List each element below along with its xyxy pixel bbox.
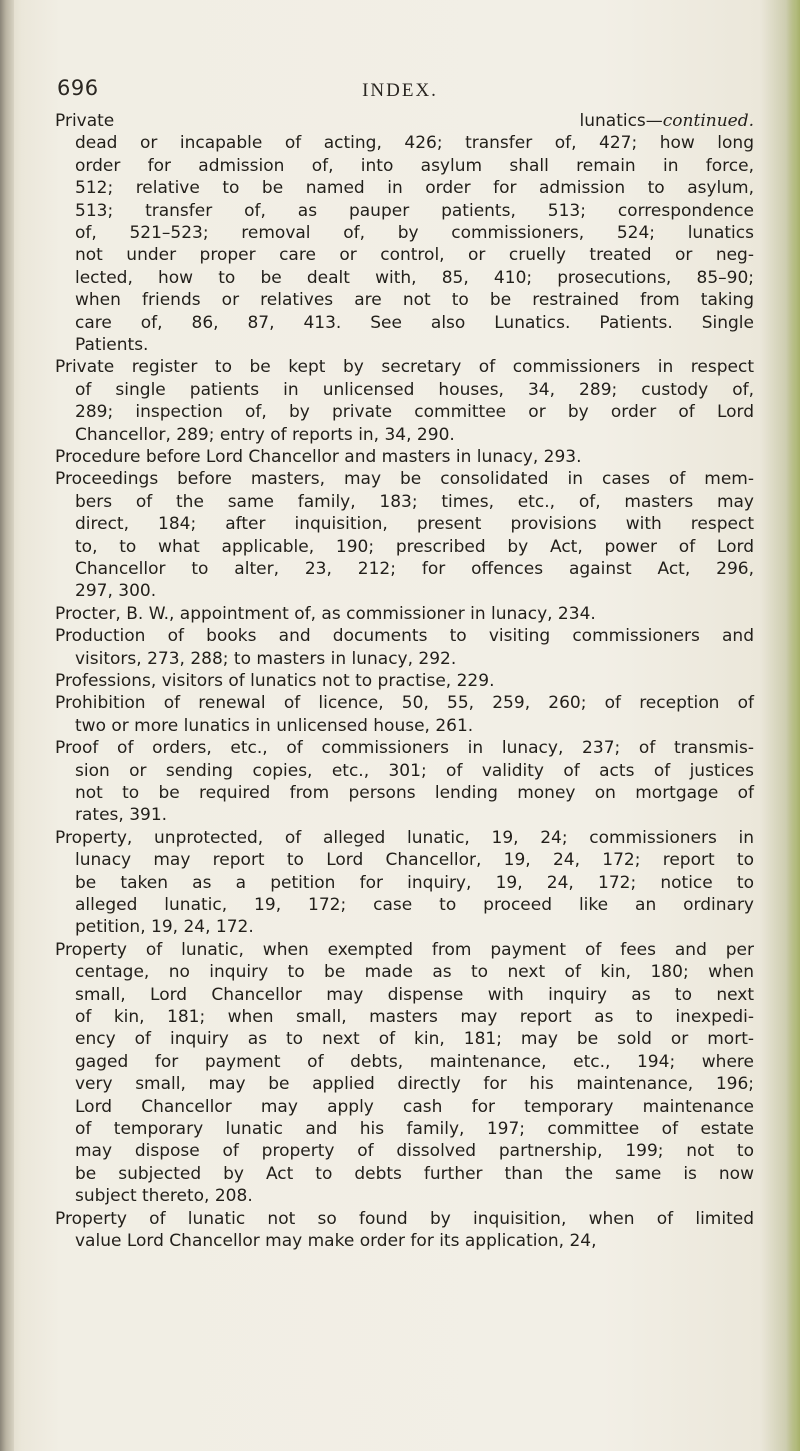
entry-text: care of, 86, 87, 413. See also Lunatics. Patients. Single xyxy=(75,312,754,333)
entry-text: rates, 391. xyxy=(75,805,168,826)
entry-text: visitors, 273, 288; to masters in lunacy, 292. xyxy=(75,648,457,669)
entry-text: when friends or relatives are not to be restrained from taking xyxy=(75,290,754,311)
entry-text: Production of books and documents to visiting commissioners and xyxy=(55,626,754,647)
entry-continuation-line xyxy=(75,177,754,199)
entry-text: subject thereto, 208. xyxy=(75,1186,253,1207)
entry-text: be subjected by Act to debts further than the same is now xyxy=(75,1163,754,1184)
entry-text: order for admission of, into asylum shall remain in force, xyxy=(75,155,754,176)
entry-text: lunacy may report to Lord Chancellor, 19, 24, 172; report to xyxy=(75,850,754,871)
entry-continuation-line xyxy=(75,961,754,983)
entry-text: 289; inspection of, by private committee or by order of Lord xyxy=(75,402,754,423)
entry-continuation-line xyxy=(75,244,754,266)
entry-text: small, Lord Chancellor may dispense with inquiry as to next xyxy=(75,984,754,1005)
entry-heading-line xyxy=(55,468,754,490)
entry-text: Private register to be kept by secretary of commissioners in respect xyxy=(55,357,754,378)
entry-text: two or more lunatics in unlicensed house, 261. xyxy=(75,715,474,736)
entry-text: lected, how to be dealt with, 85, 410; prosecutions, 85–90; xyxy=(75,267,754,288)
entry-text: direct, 184; after inquisition, present provisions with respect xyxy=(75,514,754,535)
entry-continuation-line xyxy=(75,155,754,177)
entry-continuation-line xyxy=(75,1028,754,1050)
entry-text: 297, 300. xyxy=(75,581,157,602)
entry-text: Professions, visitors of lunatics not to practise, 229. xyxy=(55,671,495,691)
entry-continuation-line xyxy=(75,849,754,871)
entry-text: Procedure before Lord Chancellor and masters in lunacy, 293. xyxy=(55,447,582,467)
entry-continuation-line xyxy=(75,289,754,311)
entry-heading-line xyxy=(55,110,754,132)
entry-text: Chancellor, 289; entry of reports in, 34, 290. xyxy=(75,424,455,445)
entry-text: sion or sending copies, etc., 301; of validity of acts of justices xyxy=(75,760,754,781)
entry-continuation-line xyxy=(75,984,754,1006)
entry-continuation-line xyxy=(75,1185,253,1207)
entry-continuation-line xyxy=(75,872,754,894)
entry-text: Property, unprotected, of alleged lunatic, 19, 24; commissioners in xyxy=(55,827,754,848)
entry-text: ency of inquiry as to next of kin, 181; may be sold or mort- xyxy=(75,1029,754,1050)
entry-heading-line xyxy=(55,625,754,647)
entry-text: gaged for payment of debts, maintenance, etc., 194; where xyxy=(75,1051,754,1072)
entry-continuation-line xyxy=(75,804,167,826)
entry-continuation-line xyxy=(75,401,754,423)
page-number: 696 xyxy=(57,76,99,100)
entry-continuation-line xyxy=(75,267,754,289)
entry-text: of, 521–523; removal of, by commissioners, 524; lunatics xyxy=(75,223,754,243)
entry-continuation-line xyxy=(75,1118,754,1140)
entry-text: 512; relative to be named in order for admission to asylum, xyxy=(75,178,754,199)
entry-text: may dispose of property of dissolved partnership, 199; not to xyxy=(75,1141,754,1162)
entry-heading-line xyxy=(55,603,596,625)
entry-continuation-line xyxy=(75,782,754,804)
entry-continuation-line xyxy=(75,1051,754,1073)
entry-continuation-line xyxy=(75,491,754,513)
entry-heading-line xyxy=(55,356,754,378)
entry-text: very small, may be applied directly for his maintenance, 196; xyxy=(75,1074,754,1095)
entry-heading-line xyxy=(55,446,582,468)
page-header xyxy=(0,68,800,108)
entry-text: bers of the same family, 183; times, etc., of, masters may xyxy=(75,491,754,512)
entry-text: Private lunatics— xyxy=(55,111,663,131)
entry-text: to, to what applicable, 190; prescribed by Act, power of Lord xyxy=(75,536,754,557)
continued-label: continued. xyxy=(662,111,754,131)
entry-continuation-line xyxy=(75,1230,596,1252)
entry-text: Property of lunatic not so found by inquisition, when of limited xyxy=(55,1208,754,1229)
page-binding-shadow xyxy=(0,0,14,1451)
entry-text: dead or incapable of acting, 426; transfer of, 427; how long xyxy=(75,133,754,154)
entry-text: of temporary lunatic and his family, 197; committee of estate xyxy=(75,1119,754,1139)
entry-continuation-line xyxy=(75,1140,754,1162)
entry-text: of kin, 181; when small, masters may report as to inexpedi- xyxy=(75,1007,754,1027)
entry-text: not under proper care or control, or cruelly treated or neg- xyxy=(75,245,754,266)
page-edge-discoloration xyxy=(786,0,800,1451)
entry-heading-line xyxy=(55,737,754,759)
entry-heading-line xyxy=(55,827,754,849)
entry-text: Proceedings before masters, may be consolidated in cases of mem- xyxy=(55,469,754,490)
entry-continuation-line xyxy=(75,760,754,782)
entry-continuation-line xyxy=(75,648,456,670)
entry-continuation-line xyxy=(75,558,754,580)
entry-text: be taken as a petition for inquiry, 19, 24, 172; notice to xyxy=(75,872,754,893)
entry-text: Proof of orders, etc., of commissioners in lunacy, 237; of transmis- xyxy=(55,738,754,759)
entry-text: petition, 19, 24, 172. xyxy=(75,917,254,938)
entry-text: value Lord Chancellor may make order for its application, 24, xyxy=(75,1231,597,1251)
entry-continuation-line xyxy=(75,200,754,222)
entry-heading-line xyxy=(55,670,494,692)
entry-continuation-line xyxy=(75,222,754,244)
entry-text: Prohibition of renewal of licence, 50, 55, 259, 260; of reception of xyxy=(55,693,754,714)
entry-heading-line xyxy=(55,1208,754,1230)
running-head-title: INDEX. xyxy=(362,80,438,101)
entry-continuation-line xyxy=(75,513,754,535)
entry-text: 513; transfer of, as pauper patients, 513; correspondence xyxy=(75,200,754,221)
entry-text: centage, no inquiry to be made as to next of kin, 180; when xyxy=(75,962,754,983)
entry-continuation-line xyxy=(75,1096,754,1118)
entry-text: Property of lunatic, when exempted from payment of fees and per xyxy=(55,939,754,960)
entry-text: Chancellor to alter, 23, 212; for offences against Act, 296, xyxy=(75,559,754,579)
entry-continuation-line xyxy=(75,312,754,334)
entry-continuation-line xyxy=(75,536,754,558)
entry-text: not to be required from persons lending money on mortgage of xyxy=(75,783,754,803)
entry-continuation-line xyxy=(75,894,754,916)
entry-text: Lord Chancellor may apply cash for temporary maintenance xyxy=(75,1096,754,1117)
entry-continuation-line xyxy=(75,715,473,737)
entry-continuation-line xyxy=(75,580,156,602)
entry-text: of single patients in unlicensed houses, 34, 289; custody of, xyxy=(75,379,754,400)
entry-heading-line xyxy=(55,939,754,961)
entry-continuation-line xyxy=(75,334,148,356)
entry-text: Procter, B. W., appointment of, as commissioner in lunacy, 234. xyxy=(55,603,596,624)
entry-continuation-line xyxy=(75,379,754,401)
entry-continuation-line xyxy=(75,916,254,938)
entry-continuation-line xyxy=(75,1163,754,1185)
entry-continuation-line xyxy=(75,132,754,154)
entry-continuation-line xyxy=(75,1006,754,1028)
entry-continuation-line xyxy=(75,424,455,446)
entry-text: Patients. xyxy=(75,335,149,355)
entry-heading-line xyxy=(55,692,754,714)
entry-text: alleged lunatic, 19, 172; case to proceed like an ordinary xyxy=(75,895,754,915)
entry-continuation-line xyxy=(75,1073,754,1095)
